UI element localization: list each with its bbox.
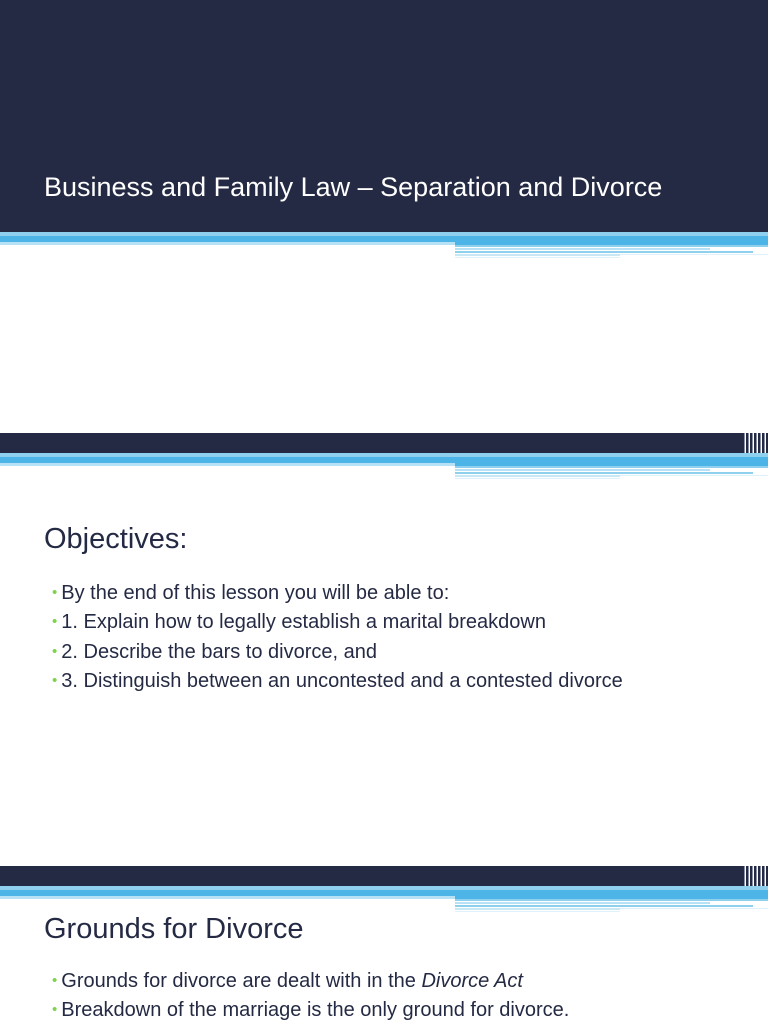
slide-title: Business and Family Law – Separation and Divorce	[44, 172, 663, 202]
bullet-icon: •	[52, 972, 58, 989]
bullet-icon: •	[52, 613, 58, 631]
slide-heading: Grounds for Divorce	[44, 913, 304, 945]
bullet-list	[52, 578, 623, 695]
bullet-icon: •	[52, 642, 58, 660]
slide-header-bar	[0, 866, 768, 886]
list-item: • 2. Describe the bars to divorce, and	[52, 640, 377, 663]
bullet-icon: •	[52, 671, 58, 689]
accent-strip	[0, 453, 768, 493]
list-item: • By the end of this lesson you will be able to:	[52, 582, 450, 604]
objectives-slide	[0, 433, 768, 866]
header-stripes	[742, 866, 768, 886]
bullet-icon: •	[52, 584, 58, 601]
list-item: • 1. Explain how to legally establish a marital breakdown	[52, 611, 546, 634]
title-slide	[0, 0, 768, 433]
act-name: Divorce Act	[421, 970, 523, 992]
accent-strip	[0, 232, 768, 272]
bullet-icon: •	[52, 1001, 58, 1019]
bullet-list	[52, 966, 569, 1025]
grounds-slide	[0, 866, 768, 1024]
header-stripes	[742, 433, 768, 453]
list-item: • Breakdown of the marriage is the only ground for divorce.	[52, 999, 570, 1022]
list-item: • 3. Distinguish between an uncontested and a contested divorce	[52, 669, 623, 692]
slide-header-bar	[0, 433, 768, 453]
list-item: • Grounds for divorce are dealt with in the Divorce Act	[52, 970, 523, 992]
slide-heading: Objectives:	[44, 523, 188, 555]
